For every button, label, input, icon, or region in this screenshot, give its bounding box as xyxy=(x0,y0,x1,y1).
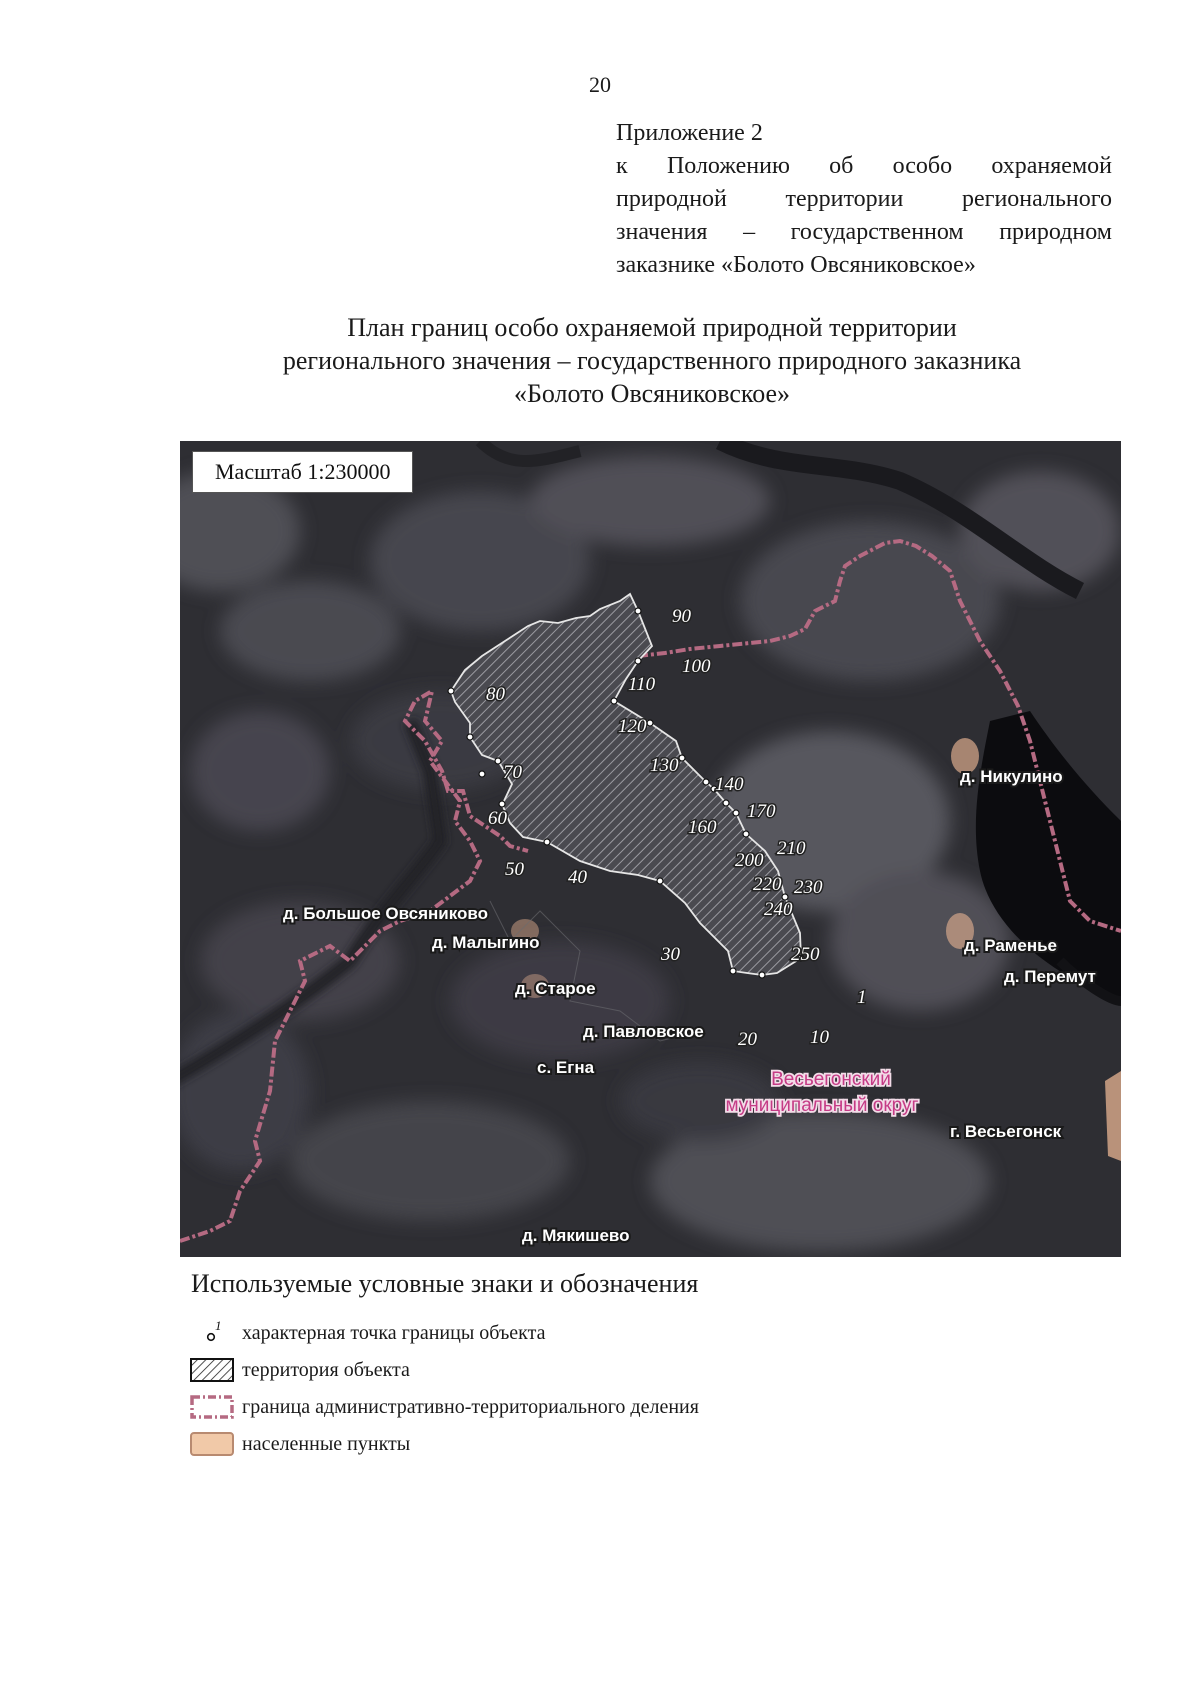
point-label: 230 xyxy=(794,877,823,898)
point-label: 160 xyxy=(688,817,717,838)
point-label: 200 xyxy=(735,850,764,871)
legend-item-admin-boundary xyxy=(190,1394,699,1420)
point-label: 170 xyxy=(747,801,776,822)
appendix-line: заказнике «Болото Овсяниковское» xyxy=(616,252,976,278)
place-label-staroe: д. Старое xyxy=(515,979,596,998)
point-label: 80 xyxy=(486,684,505,705)
map-canvas xyxy=(180,441,1121,1257)
point-label: 120 xyxy=(618,716,647,737)
legend-item-boundary-point xyxy=(190,1320,546,1346)
title-line: План границ особо охраняемой природной территории xyxy=(347,313,957,342)
legend-label: характерная точка границы объекта xyxy=(242,1321,546,1344)
point-label: 90 xyxy=(672,606,691,627)
point-label: 50 xyxy=(505,859,524,880)
legend-label: населенные пункты xyxy=(242,1432,411,1455)
boundary-point xyxy=(733,810,739,816)
okrug-label-line2: муниципальный округ xyxy=(725,1095,919,1116)
boundary-point xyxy=(479,771,485,777)
map-scale: Масштаб 1:230000 xyxy=(192,451,413,493)
boundary-point xyxy=(448,688,454,694)
point-label: 70 xyxy=(503,762,522,783)
point-label: 10 xyxy=(810,1027,829,1048)
appendix-line: к Положению об особо охраняемой xyxy=(616,153,1112,179)
page-number: 20 xyxy=(589,72,611,97)
legend-point-number: 1 xyxy=(215,1320,222,1333)
place-label-peremut: д. Перемут xyxy=(1004,967,1096,986)
point-label: 40 xyxy=(568,867,587,888)
title-line: регионального значения – государственного природного заказника xyxy=(282,346,1022,375)
legend-label: граница административно-территориального деления xyxy=(242,1395,699,1418)
place-label-pavlovskoe: д. Павловское xyxy=(583,1022,704,1041)
boundary-point xyxy=(679,755,685,761)
legend-item-object-territory xyxy=(190,1357,410,1383)
point-label: 130 xyxy=(650,755,679,776)
boundary-point xyxy=(743,831,749,837)
place-label-egna: с. Егна xyxy=(537,1058,595,1077)
boundary-point xyxy=(611,698,617,704)
point-label: 210 xyxy=(777,838,806,859)
document-title xyxy=(0,311,1200,410)
boundary-point-icon xyxy=(190,1321,234,1345)
boundary-point xyxy=(467,734,473,740)
point-label: 110 xyxy=(628,674,656,695)
boundary-point xyxy=(499,801,505,807)
title-line: «Болото Овсяниковское» xyxy=(513,379,791,408)
boundary-map xyxy=(180,441,1121,1257)
legend-title: Используемые условные знаки и обозначения xyxy=(191,1269,699,1298)
point-label: 220 xyxy=(753,874,782,895)
boundary-point xyxy=(759,972,765,978)
point-label: 1 xyxy=(857,987,867,1008)
okrug-label-line1: Весьегонский xyxy=(771,1069,891,1090)
boundary-point xyxy=(495,758,501,764)
point-label: 60 xyxy=(488,808,507,829)
boundary-point xyxy=(647,720,653,726)
appendix-header xyxy=(616,117,1112,282)
appendix-line: значения – государственном природном xyxy=(616,219,1112,245)
legend-item-settlements xyxy=(190,1431,410,1457)
point-label: 250 xyxy=(791,944,820,965)
dashed-boundary-icon xyxy=(190,1395,234,1419)
settlement-fill-icon xyxy=(190,1432,234,1456)
boundary-point xyxy=(635,608,641,614)
place-label-vesyegonsk: г. Весьегонск xyxy=(950,1122,1062,1141)
hatched-area-icon xyxy=(190,1358,234,1382)
boundary-point xyxy=(730,968,736,974)
legend-label: территория объекта xyxy=(242,1358,410,1381)
boundary-point xyxy=(544,839,550,845)
place-label-nikulino: д. Никулино xyxy=(960,767,1063,786)
point-label: 240 xyxy=(764,899,793,920)
appendix-line: Приложение 2 xyxy=(616,120,763,146)
boundary-point xyxy=(723,800,729,806)
appendix-line: природной территории регионального xyxy=(616,186,1112,212)
point-label: 140 xyxy=(715,774,744,795)
place-label-ramene: д. Раменье xyxy=(964,936,1058,955)
place-label-myakishevo: д. Мякишево xyxy=(522,1226,630,1245)
boundary-point xyxy=(657,878,663,884)
place-label-bolshoe-ovsyanikovo: д. Большое Овсяниково xyxy=(283,904,489,923)
boundary-point xyxy=(635,658,641,664)
point-label: 30 xyxy=(661,944,680,965)
boundary-point xyxy=(703,779,709,785)
point-label: 20 xyxy=(738,1029,757,1050)
place-label-malygino: д. Малыгино xyxy=(432,933,540,952)
point-label: 100 xyxy=(682,656,711,677)
